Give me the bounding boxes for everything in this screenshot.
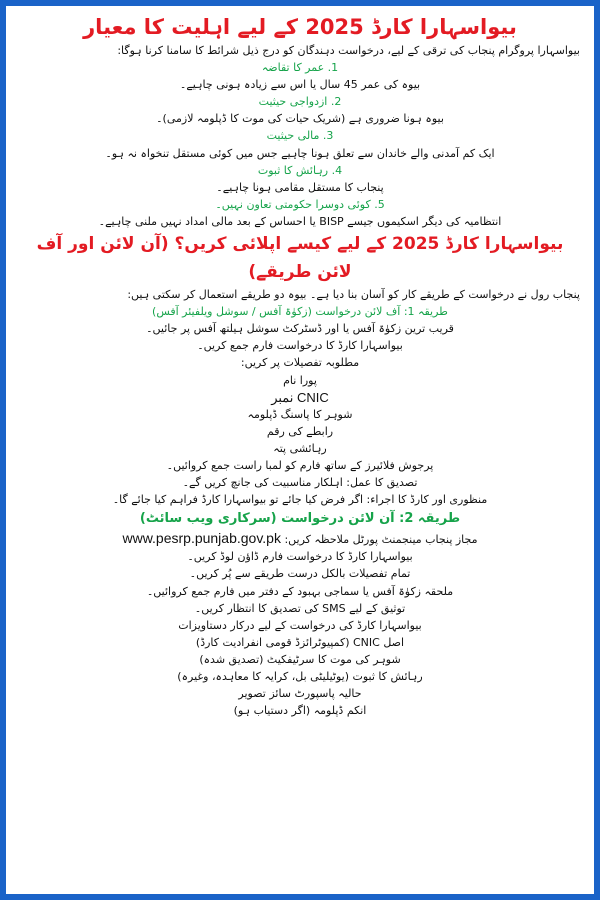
required-detail: پورا نام xyxy=(283,373,317,387)
required-detail: رابطے کی رقم xyxy=(266,424,334,438)
criterion-text: بیوہ کی عمر 45 سال یا اس سے زیادہ ہونی چاہیے۔ xyxy=(179,78,421,92)
method1-step: مطلوبہ تفصیلات پر کریں: xyxy=(240,356,360,370)
document-item: رہائش کا ثبوت (یوٹیلیٹی بل، کرایہ کا معاہدہ، وغیرہ) xyxy=(177,670,423,683)
criterion-text: بیوہ ہونا ضروری ہے (شریک حیات کی موت کا ڈپلومہ لازمی)۔ xyxy=(156,112,444,126)
criterion-heading: 5. کوئی دوسرا حکومتی تعاون نہیں۔ xyxy=(215,197,385,211)
portal-link[interactable]: www.pesrp.punjab.gov.pk xyxy=(122,530,281,547)
criterion-text: انتظامیہ کی دیگر اسکیموں جیسے BISP یا احساس کے بعد مالی امداد نہیں ملنی چاہیے۔ xyxy=(98,214,502,228)
document-item: انکم ڈپلومہ (اگر دستیاب ہو) xyxy=(233,704,367,718)
portal-line xyxy=(20,530,580,548)
criterion-heading: 2. ازدواجی حیثیت xyxy=(258,95,342,109)
method1-step: قریب ترین زکوٰۃ آفس یا اور ڈسٹرکٹ سوشل ہیلتھ آفس پر جائیں۔ xyxy=(146,322,454,336)
required-detail: شوہر کا پاسنگ ڈپلومہ xyxy=(247,407,353,421)
criterion-text: ایک کم آمدنی والے خاندان سے تعلق ہونا چاہیے جس میں کوئی مستقل تنخواہ نہ ہو۔ xyxy=(105,146,495,160)
how-to-apply-title: بیواسہارا کارڈ 2025 کے لیے کیسے اپلائی کریں؟ (آن لائن اور آف لائن طریقے) xyxy=(36,234,564,283)
required-detail: CNIC نمبر xyxy=(271,389,329,405)
method2-step: توثیق کے لیے SMS کی تصدیق کا انتظار کریں۔ xyxy=(194,601,406,615)
method2-step: بیواسہارا کارڈ کا درخواست فارم ڈاؤن لوڈ کریں۔ xyxy=(187,550,413,564)
documents-heading: بیواسہارا کارڈ کی درخواست کے لیے درکار دستاویزات xyxy=(178,618,422,632)
method1-heading: طریقہ 1: آف لائن درخواست (زکوٰۃ آفس / سوشل ویلفیئر آفس) xyxy=(152,305,448,319)
method1-step: تصدیق کا عمل: اہلکار مناسبیت کی جانچ کریں گے۔ xyxy=(182,476,418,490)
criterion-heading: 3. مالی حیثیت xyxy=(266,129,334,143)
criterion-heading: 1. عمر کا تقاضہ xyxy=(261,61,339,75)
method1-step: منظوری اور کارڈ کا اجراء: اگر فرض کیا جائے تو بیواسہارا کارڈ فراہم کیا جائے گا۔ xyxy=(112,493,488,507)
document-item: شوہر کی موت کا سرٹیفکیٹ (تصدیق شدہ) xyxy=(199,652,401,666)
method2-heading: طریقہ 2: آن لائن درخواست (سرکاری ویب سائٹ) xyxy=(139,511,461,527)
document-item: اصل CNIC (کمپیوٹرائزڈ قومی انفرادیت کارڈ) xyxy=(195,635,405,649)
method2-step: ملحقہ زکوٰۃ آفس یا سماجی بہبود کے دفتر میں فارم جمع کروائیں۔ xyxy=(146,584,454,598)
criterion-heading: 4. رہائش کا ثبوت xyxy=(257,163,343,177)
eligibility-title: بیواسہارا کارڈ 2025 کے لیے اہلیت کا معیار xyxy=(83,15,517,39)
apply-intro: پنجاب رول نے درخواست کے طریقے کار کو آسان بنا دیا ہے۔ بیوہ دو طریقے استعمال کر سکتی ہیں: xyxy=(127,288,580,302)
portal-label: مجاز پنجاب مینجمنٹ پورٹل ملاحظہ کریں: xyxy=(284,533,478,547)
eligibility-intro: بیواسہارا پروگرام پنجاب کی ترقی کے لیے، درخواست دہندگان کو درج ذیل شرائط کا سامنا کرنا ہوگا: xyxy=(117,44,580,57)
document-item: حالیہ پاسپورٹ سائز تصویر xyxy=(238,687,362,701)
criterion-text: پنجاب کا مستقل مقامی ہونا چاہیے۔ xyxy=(216,180,384,194)
method2-step: تمام تفصیلات بالکل درست طریقے سے پُر کریں۔ xyxy=(189,567,411,581)
method1-step: بیواسہارا کارڈ کا درخواست فارم جمع کریں۔ xyxy=(197,339,403,353)
required-detail: رہائشی پتہ xyxy=(273,441,327,455)
article xyxy=(20,12,580,888)
method1-step: پرجوش فلائیرز کے ساتھ فارم کو لمبا راست جمع کروائیں۔ xyxy=(166,458,434,472)
